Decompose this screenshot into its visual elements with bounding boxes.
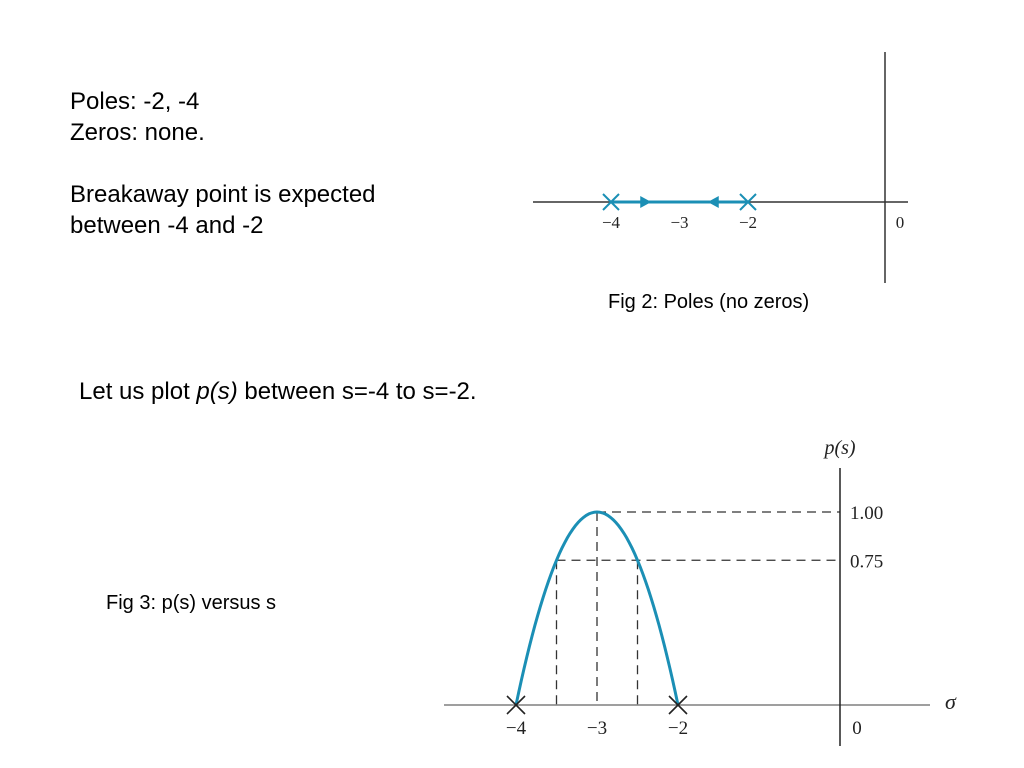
fig3-guides — [557, 512, 841, 705]
poles-line: Poles: -2, -4 — [70, 88, 200, 115]
x-tick-label: −3 — [586, 718, 608, 739]
x-tick-label: −2 — [667, 718, 689, 739]
fig2-tick-label: −2 — [738, 213, 758, 232]
y-axis-label: p(s) — [824, 437, 856, 459]
fig2-tick-label: 0 — [895, 213, 905, 232]
breakaway-line-2: between -4 and -2 — [70, 212, 264, 239]
fig2-caption: Fig 2: Poles (no zeros) — [608, 291, 810, 313]
zeros-line: Zeros: none. — [70, 119, 205, 146]
fig3-caption: Fig 3: p(s) versus s — [106, 592, 277, 614]
fig3-labels — [506, 437, 957, 739]
fig2-tick-label: −3 — [670, 213, 689, 232]
plot-sentence-func: p(s) — [196, 378, 238, 405]
fig2-tick-label: −4 — [601, 213, 621, 232]
x-axis-label: σ — [945, 689, 956, 714]
x-tick-label: 0 — [852, 718, 862, 739]
y-tick-label: 0.75 — [850, 551, 884, 573]
plot-sentence-prefix: Let us plot — [79, 378, 197, 405]
breakaway-line-1: Breakaway point is expected — [70, 181, 376, 208]
y-tick-label: 1.00 — [850, 503, 884, 524]
x-tick-label: −4 — [505, 718, 527, 739]
plot-sentence-suffix: between s=-4 to s=-2. — [237, 378, 477, 405]
